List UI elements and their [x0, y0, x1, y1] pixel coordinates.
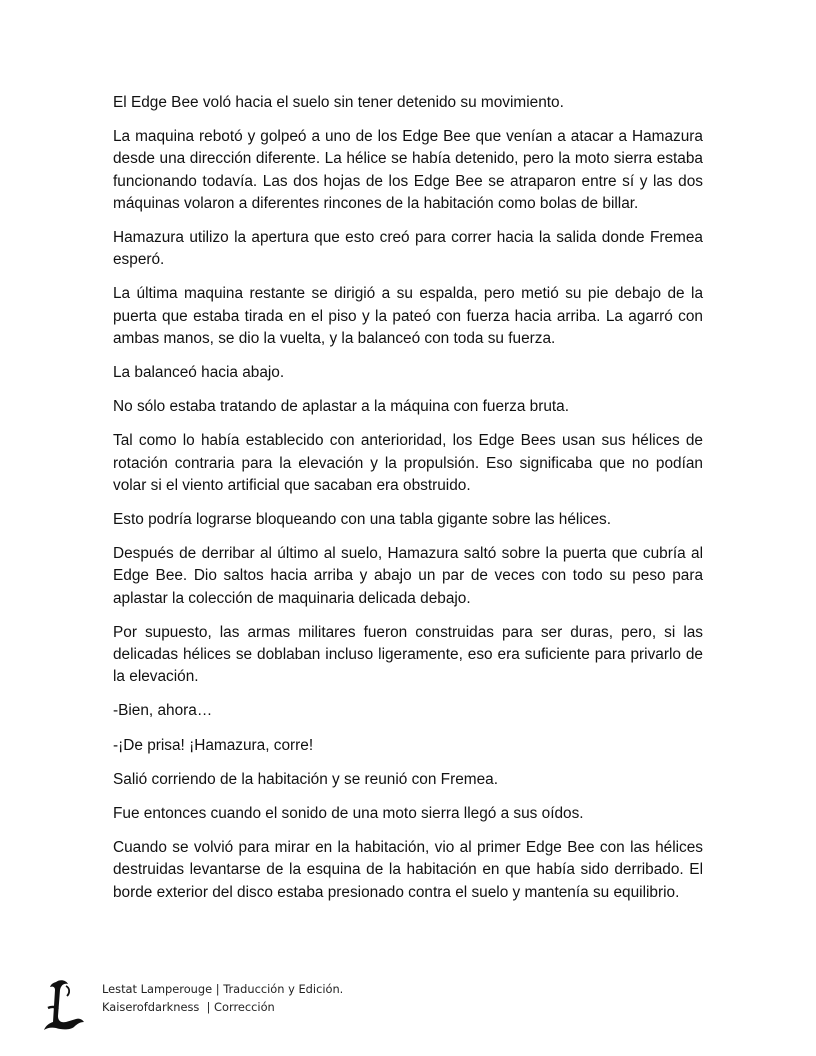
paragraph: Hamazura utilizo la apertura que esto creó para correr hacia la salida donde Fremea esperó. — [113, 229, 703, 269]
paragraph: Cuando se volvió para mirar en la habitación, vio al primer Edge Bee con las hélices destruidas levantarse de la esquina de la habitación en que había sido derribado. El borde exterior del disco estaba presionado contra el suelo y mantenía su equilibrio. — [113, 839, 703, 901]
credit-line: Kaiserofdarkness | Corrección — [102, 1000, 275, 1014]
paragraph: El Edge Bee voló hacia el suelo sin tener detenido su movimiento. — [113, 94, 564, 111]
paragraph: La balanceó hacia abajo. — [113, 364, 285, 382]
gothic-l-logo — [42, 978, 86, 1030]
credit-line: Lestat Lamperouge | Traducción y Edición. — [102, 982, 344, 996]
paragraph: La última maquina restante se dirigió a su espalda, pero metió su pie debajo de la puerta que estaba tirada en el piso y la pateó con fuerza hacia arriba. La agarró con ambas manos, se dio la vuelta, y la balanceó con toda su fuerza. — [113, 285, 703, 347]
paragraph: -¡De prisa! ¡Hamazura, corre! — [113, 736, 314, 754]
paragraph: Tal como lo había establecido con anterioridad, los Edge Bees usan sus hélices de rotación contraria para la elevación y la propulsión. Eso significaba que no podían volar si el viento artificial que sacaban era obstruido. — [113, 432, 703, 494]
paragraph: Fue entonces cuando el sonido de una moto sierra llegó a sus oídos. — [113, 805, 584, 823]
paragraph: -Bien, ahora… — [113, 702, 213, 720]
paragraph: Por supuesto, las armas militares fueron construidas para ser duras, pero, si las delicadas hélices se doblaban incluso ligeramente, eso era suficiente para privarlo de la elevación. — [113, 623, 703, 686]
paragraph: Esto podría lograrse bloqueando con una tabla gigante sobre las hélices. — [113, 511, 611, 529]
paragraph: Salió corriendo de la habitación y se reunió con Fremea. — [113, 770, 498, 788]
paragraph: La maquina rebotó y golpeó a uno de los Edge Bee que venían a atacar a Hamazura desde una dirección diferente. La hélice se había detenido, pero la moto sierra estaba funcionando todavía. Las dos hojas de los Edge Bee se atraparon entre sí y las dos máquinas volaron a diferentes rincones de la habitación como bolas de billar. — [113, 128, 703, 212]
document-body — [113, 92, 703, 916]
paragraph: Después de derribar al último al suelo, Hamazura saltó sobre la puerta que cubría al Edge Bee. Dio saltos hacia arriba y abajo un par de veces con todo su peso para aplastar la colección de maquinaria delicada debajo. — [113, 545, 703, 607]
credits — [102, 980, 343, 1016]
page-footer — [42, 978, 442, 1038]
paragraph: No sólo estaba tratando de aplastar a la máquina con fuerza bruta. — [113, 398, 570, 416]
